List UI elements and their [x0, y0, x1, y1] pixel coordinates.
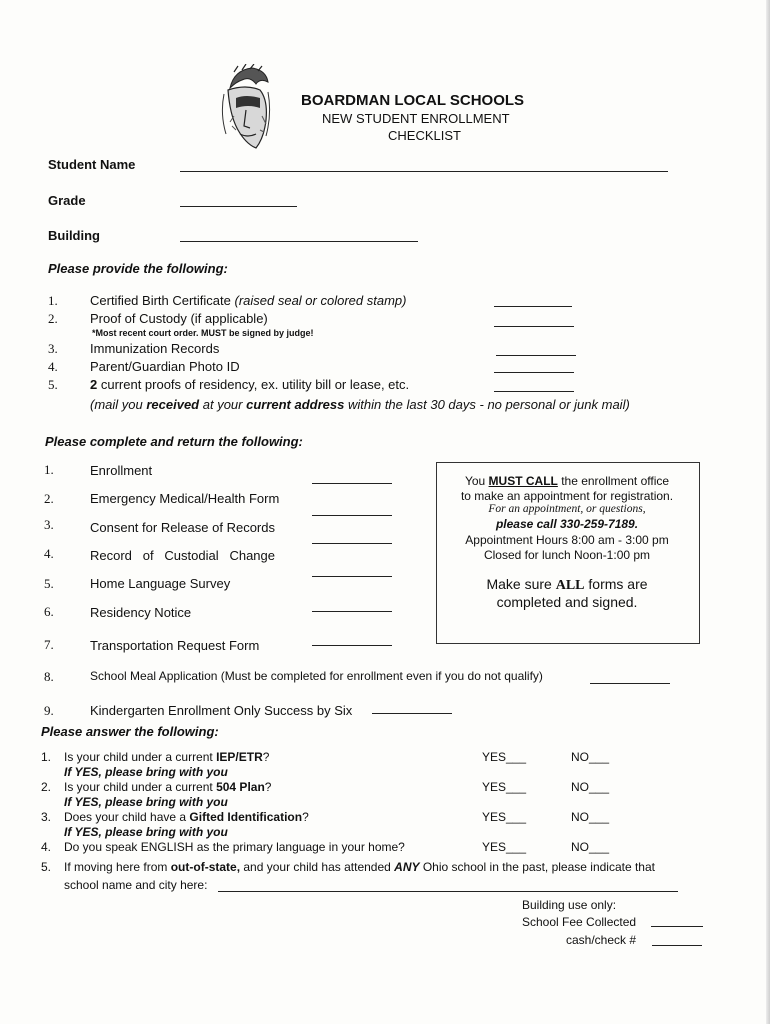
- complete-check-line-6[interactable]: [312, 611, 392, 612]
- provide-num-3: 3.: [48, 341, 58, 356]
- complete-num-1: 1.: [44, 462, 54, 477]
- question-2-num: 2.: [41, 780, 52, 794]
- question-4-yes[interactable]: YES___: [482, 840, 527, 854]
- complete-item-5: Home Language Survey: [90, 576, 231, 591]
- provide-num-1: 1.: [48, 293, 58, 308]
- question-1: Is your child under a current IEP/ETR?: [64, 750, 270, 764]
- complete-check-line-3[interactable]: [312, 543, 392, 544]
- school-city-line[interactable]: [218, 891, 678, 892]
- form-title-line2: CHECKLIST: [388, 128, 461, 143]
- question-1-no[interactable]: NO___: [571, 750, 610, 764]
- complete-check-line-4[interactable]: [312, 576, 392, 577]
- question-3-bring: If YES, please bring with you: [64, 825, 228, 839]
- provide-num-5: 5.: [48, 377, 58, 392]
- fee-collected-label: School Fee Collected: [522, 915, 637, 929]
- question-2-yes[interactable]: YES___: [482, 780, 527, 794]
- notice-line-1: You MUST CALL the enrollment office: [464, 474, 670, 488]
- complete-num-4: 4.: [44, 546, 54, 561]
- cash-check-line[interactable]: [652, 945, 702, 946]
- provide-item-3: Immunization Records: [90, 341, 220, 356]
- provide-item-4: Parent/Guardian Photo ID: [90, 359, 240, 374]
- complete-item-7: Transportation Request Form: [90, 638, 260, 653]
- cash-check-label: cash/check #: [566, 933, 637, 947]
- notice-hours: Appointment Hours 8:00 am - 3:00 pm: [465, 533, 669, 547]
- question-4-no[interactable]: NO___: [571, 840, 610, 854]
- question-4: Do you speak ENGLISH as the primary language in your home?: [64, 840, 405, 854]
- question-3-yes[interactable]: YES___: [482, 810, 527, 824]
- office-use-label: Building use only:: [522, 898, 617, 912]
- complete-num-3: 3.: [44, 517, 54, 532]
- provide-check-line-2[interactable]: [494, 326, 574, 327]
- question-2-no[interactable]: NO___: [571, 780, 610, 794]
- provide-check-line-3[interactable]: [496, 355, 576, 356]
- notice-line-8: completed and signed.: [496, 594, 638, 610]
- provide-item-5: 2 current proofs of residency, ex. utility bill or lease, etc.: [90, 377, 410, 392]
- custody-note: *Most recent court order. MUST be signed by judge!: [92, 328, 314, 338]
- complete-item-3: Consent for Release of Records: [90, 520, 275, 535]
- complete-check-line-1[interactable]: [312, 483, 392, 484]
- question-3-num: 3.: [41, 810, 52, 824]
- building-label: Building: [48, 228, 100, 243]
- complete-num-5: 5.: [44, 576, 54, 591]
- complete-num-7: 7.: [44, 637, 54, 652]
- complete-item-1: Enrollment: [90, 463, 153, 478]
- provide-item-1: Certified Birth Certificate (raised seal or colored stamp): [90, 293, 407, 308]
- grade-line[interactable]: [180, 206, 297, 207]
- provide-heading: Please provide the following:: [48, 261, 228, 276]
- question-2-bring: If YES, please bring with you: [64, 795, 228, 809]
- complete-num-9: 9.: [44, 703, 54, 718]
- provide-check-line-1[interactable]: [494, 306, 572, 307]
- complete-check-line-9[interactable]: [372, 713, 452, 714]
- question-1-yes[interactable]: YES___: [482, 750, 527, 764]
- complete-heading: Please complete and return the following:: [45, 434, 303, 449]
- building-line[interactable]: [180, 241, 418, 242]
- complete-item-2: Emergency Medical/Health Form: [90, 491, 280, 506]
- complete-num-6: 6.: [44, 604, 54, 619]
- question-1-num: 1.: [41, 750, 52, 764]
- notice-phone: please call 330-259-7189.: [495, 517, 639, 531]
- complete-item-9: Kindergarten Enrollment Only Success by Six: [90, 703, 353, 718]
- notice-lunch: Closed for lunch Noon-1:00 pm: [483, 548, 651, 562]
- provide-item-2: Proof of Custody (if applicable): [90, 311, 268, 326]
- notice-line-7: Make sure ALL forms are: [486, 576, 648, 593]
- grade-label: Grade: [48, 193, 86, 208]
- complete-check-line-7[interactable]: [312, 645, 392, 646]
- trojan-mascot-logo: [216, 64, 274, 154]
- question-3: Does your child have a Gifted Identification?: [64, 810, 309, 824]
- complete-num-2: 2.: [44, 491, 54, 506]
- complete-item-4: Record of Custodial Change: [90, 548, 275, 563]
- question-1-bring: If YES, please bring with you: [64, 765, 228, 779]
- provide-check-line-4[interactable]: [494, 372, 574, 373]
- student-name-label: Student Name: [48, 157, 136, 172]
- question-5-num: 5.: [41, 860, 52, 874]
- page-edge-shadow: [766, 0, 770, 1024]
- complete-check-line-8[interactable]: [590, 683, 670, 684]
- complete-num-8: 8.: [44, 669, 54, 684]
- fee-collected-line[interactable]: [651, 926, 703, 927]
- question-2: Is your child under a current 504 Plan?: [64, 780, 272, 794]
- question-5: If moving here from out-of-state, and your child has attended ANY Ohio school in the past, please indicate that: [64, 860, 655, 874]
- complete-item-6: Residency Notice: [90, 605, 192, 620]
- complete-item-8: School Meal Application (Must be completed for enrollment even if you do not qualify): [90, 669, 543, 683]
- question-3-no[interactable]: NO___: [571, 810, 610, 824]
- complete-check-line-2[interactable]: [312, 515, 392, 516]
- question-4-num: 4.: [41, 840, 52, 854]
- provide-check-line-5[interactable]: [494, 391, 574, 392]
- mail-note: (mail you received at your current address within the last 30 days - no personal or junk mail): [90, 397, 630, 412]
- question-5-line2: school name and city here:: [64, 878, 208, 892]
- provide-num-2: 2.: [48, 311, 58, 326]
- notice-line-2: to make an appointment for registration.: [460, 489, 674, 503]
- student-name-line[interactable]: [180, 171, 668, 172]
- answer-heading: Please answer the following:: [41, 724, 219, 739]
- provide-num-4: 4.: [48, 359, 58, 374]
- form-title-line1: NEW STUDENT ENROLLMENT: [322, 111, 510, 126]
- notice-line-3: For an appointment, or questions,: [488, 503, 646, 515]
- school-name: BOARDMAN LOCAL SCHOOLS: [301, 92, 525, 109]
